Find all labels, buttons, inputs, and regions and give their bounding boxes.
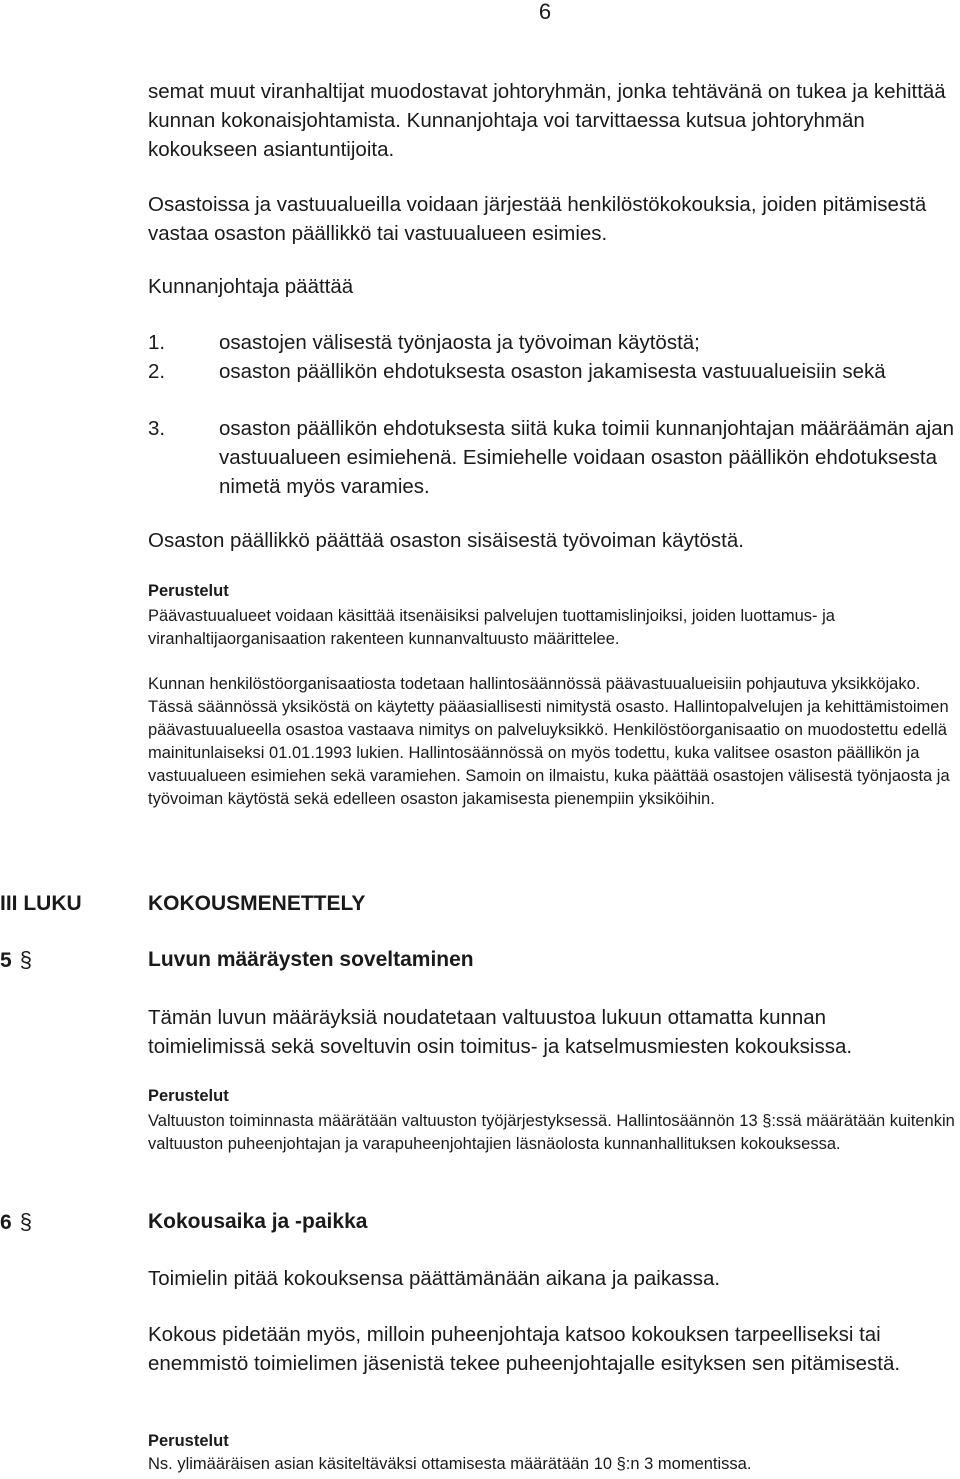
- list-item: osastojen välisestä työnjaosta ja työvoiman käytöstä;: [219, 331, 700, 354]
- meeting-paragraph: Osastoissa ja vastuualueilla voidaan järjestää henkilöstökokouksia, joiden pitämisestä vastaa osaston päällikkö tai vastuualueen esimies.: [148, 193, 927, 245]
- section-number: 5: [0, 949, 12, 972]
- list-number: 1.: [148, 331, 166, 354]
- section-6-text: Kokous pidetään myös, milloin puheenjohtaja katsoo kokouksen tarpeelliseksi tai enemmistö toimielimen jäsenistä tekee puheenjohtajalle esityksen sen pitämisestä.: [148, 1323, 901, 1375]
- section-5-title: Luvun määräysten soveltaminen: [148, 948, 474, 971]
- page-number: 6: [538, 0, 552, 24]
- section-6-rationale: Ns. ylimääräisen asian käsiteltäväksi ottamisesta määrätään 10 §:n 3 momentissa.: [148, 1455, 752, 1473]
- list-number: 2.: [148, 360, 166, 383]
- section-6-number: [0, 1207, 32, 1237]
- chapter-title: KOKOUSMENETTELY: [148, 892, 366, 915]
- dept-head-paragraph: Osaston päällikkö päättää osaston sisäisestä työvoiman käytöstä.: [148, 529, 744, 552]
- section-number: 6: [0, 1211, 12, 1234]
- section-5-number: [0, 945, 32, 975]
- decides-heading: Kunnanjohtaja päättää: [148, 275, 354, 298]
- list-item: osaston päällikön ehdotuksesta siitä kuka toimii kunnanjohtajan määräämän ajan vastuualueen esimiehenä. Esimiehelle voidaan osaston päällikön ehdotuksesta nimetä myös varamies.: [219, 417, 955, 498]
- section-symbol: §: [19, 947, 32, 972]
- list-item: osaston päällikön ehdotuksesta osaston jakamisesta vastuualueisiin sekä: [219, 360, 886, 383]
- rationale-heading: Perustelut: [148, 1087, 229, 1105]
- section-5-rationale: Valtuuston toiminnasta määrätään valtuuston työjärjestyksessä. Hallintosäännön 13 §:ssä määrätään kuitenkin valtuuston puheenjohtajan ja varapuheenjohtajien läsnäolosta kunnanhallituksen kokouksessa.: [148, 1112, 955, 1153]
- section-5-text: Tämän luvun määräyksiä noudatetaan valtuustoa lukuun ottamatta kunnan toimielimissä sekä soveltuvin osin toimitus- ja katselmusmiesten kokouksissa.: [148, 1006, 853, 1058]
- section-6-text: Toimielin pitää kokouksensa päättämänään aikana ja paikassa.: [148, 1267, 721, 1290]
- section-6-title: Kokousaika ja -paikka: [148, 1210, 368, 1233]
- list-number: 3.: [148, 417, 166, 440]
- chapter-number: III LUKU: [0, 892, 82, 915]
- section-symbol: §: [19, 1209, 32, 1234]
- rationale-heading: Perustelut: [148, 582, 229, 600]
- intro-paragraph: semat muut viranhaltijat muodostavat johtoryhmän, jonka tehtävänä on tukea ja kehittää kunnan kokonaisjohtamista. Kunnanjohtaja voi tarvittaessa kutsua johtoryhmän kokoukseen asiantuntijoita.: [148, 80, 946, 161]
- rationale-heading: Perustelut: [148, 1432, 229, 1450]
- rationale-paragraph: Päävastuualueet voidaan käsittää itsenäisiksi palvelujen tuottamislinjoiksi, joiden luottamus- ja viranhaltijaorganisaation rakenteen kunnanvaltuusto määrittelee.: [148, 607, 835, 648]
- rationale-paragraph: Kunnan henkilöstöorganisaatiosta todetaan hallintosäännössä päävastuualueisiin pohjautuva yksikköjako. Tässä säännössä yksiköstä on käytetty pääasiallisesti nimitystä osasto. Hallintopalvelujen ja kehittämistoimen päävastuualueella osastoa vastaava nimitys on palveluyksikkö. Henkilöstöorganisaatio on muodostettu edellä mainitunlaiseksi 01.01.1993 lukien. Hallintosäännössä on myös todettu, kuka valitsee osaston päällikön ja vastuualueen esimiehen sekä varamiehen. Samoin on ilmaistu, kuka päättää osastojen välisestä työnjaosta ja työvoiman käytöstä sekä edelleen osaston jakamisesta pienempiin yksiköihin.: [148, 675, 950, 808]
